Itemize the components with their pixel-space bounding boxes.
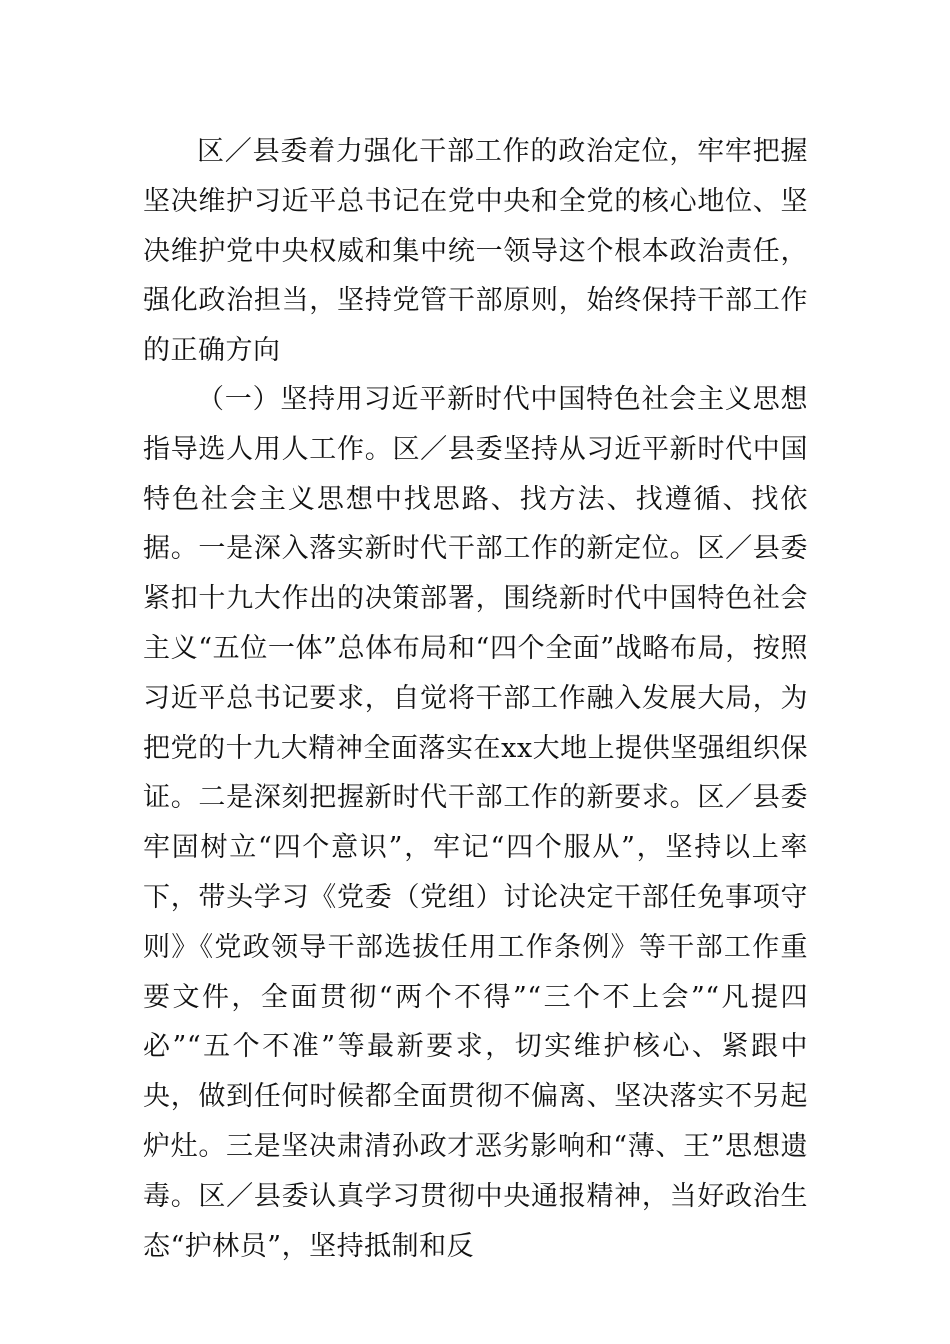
body-paragraph-section-one: （一）坚持用习近平新时代中国特色社会主义思想指导选人用人工作。区／县委坚持从习近平新时代中国特色社会主义思想中找思路、找方法、找遵循、找依据。一是深入落实新时代干部工作的新定位。区／县委紧扣十九大作出的决策部署，围绕新时代中国特色社会主义“五位一体”总体布局和“四个全面”战略布局，按照习近平总书记要求，自觉将干部工作融入发展大局，为把党的十九大精神全面落实在xx大地上提供坚强组织保证。二是深刻把握新时代干部工作的新要求。区／县委牢固树立“四个意识”，牢记“四个服从”，坚持以上率下，带头学习《党委（党组）讨论决定干部任免事项守则》《党政领导干部选拔任用工作条例》等干部工作重要文件，全面贯彻“两个不得”“三个不上会”“凡提四必”“五个不准”等最新要求，切实维护核心、紧跟中央，做到任何时候都全面贯彻不偏离、坚决落实不另起炉灶。三是坚决肃清孙政才恶劣影响和“薄、王”思想遗毒。区／县委认真学习贯彻中央通报精神，当好政治生态“护林员”，坚持抵制和反 — [143, 384, 808, 1262]
body-paragraph-political-positioning: 区／县委着力强化干部工作的政治定位，牢牢把握坚决维护习近平总书记在党中央和全党的核心地位、坚决维护党中央权威和集中统一领导这个根本政治责任，强化政治担当，坚持党管干部原则，始终保持干部工作的正确方向 — [143, 136, 808, 367]
